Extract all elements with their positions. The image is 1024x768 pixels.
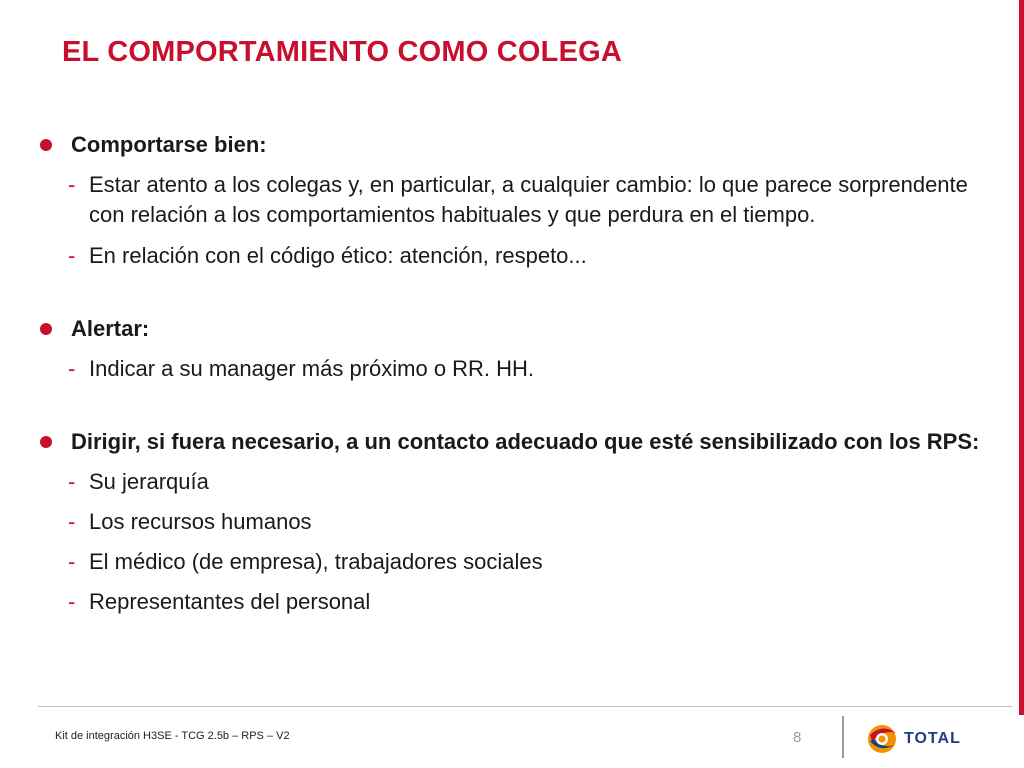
total-emblem-icon — [868, 725, 896, 753]
bullet-heading: Alertar: — [71, 316, 150, 341]
sub-item-text: Los recursos humanos — [89, 509, 312, 534]
bullet-dot-icon — [40, 436, 52, 448]
bullet-section-3 — [38, 427, 988, 456]
bullet-section-2 — [38, 314, 988, 343]
dash-icon: - — [68, 356, 76, 381]
slide-title: EL COMPORTAMIENTO COMO COLEGA — [62, 36, 623, 68]
sub-item-text: Su jerarquía — [89, 469, 209, 494]
sub-item — [38, 507, 988, 536]
bullet-dot-icon — [40, 323, 52, 335]
footer-divider-line — [38, 706, 1012, 707]
bullet-heading: Comportarse bien: — [71, 132, 267, 157]
dash-icon: - — [68, 172, 76, 197]
sub-item — [38, 170, 988, 230]
logo-text: TOTAL — [904, 730, 961, 747]
sub-item-text: Representantes del personal — [89, 589, 371, 614]
bullet-section-1 — [38, 130, 988, 159]
dash-icon: - — [68, 469, 76, 494]
sub-item — [38, 547, 988, 576]
sub-item — [38, 354, 988, 383]
sub-item-text: Estar atento a los colegas y, en particular, a cualquier cambio: lo que parece sorprendente con relación a los comportamientos habituales y que perdura en el tiempo. — [89, 172, 968, 227]
footer-vertical-divider — [842, 716, 844, 758]
slide-content — [38, 130, 988, 616]
page-number: 8 — [793, 729, 802, 746]
bullet-heading: Dirigir, si fuera necesario, a un contacto adecuado que esté sensibilizado con los RPS: — [71, 429, 980, 454]
right-accent-bar — [1019, 0, 1024, 715]
dash-icon: - — [68, 589, 76, 614]
dash-icon: - — [68, 549, 76, 574]
dash-icon: - — [68, 243, 76, 268]
bullet-dot-icon — [40, 139, 52, 151]
footer-text: Kit de integración H3SE - TCG 2.5b – RPS – V2 — [55, 730, 290, 742]
sub-item-text: En relación con el código ético: atención, respeto... — [89, 243, 587, 268]
sub-item — [38, 241, 988, 270]
sub-item — [38, 467, 988, 496]
sub-item-text: Indicar a su manager más próximo o RR. HH. — [89, 356, 535, 381]
dash-icon: - — [68, 509, 76, 534]
sub-item — [38, 587, 988, 616]
sub-item-text: El médico (de empresa), trabajadores sociales — [89, 549, 543, 574]
